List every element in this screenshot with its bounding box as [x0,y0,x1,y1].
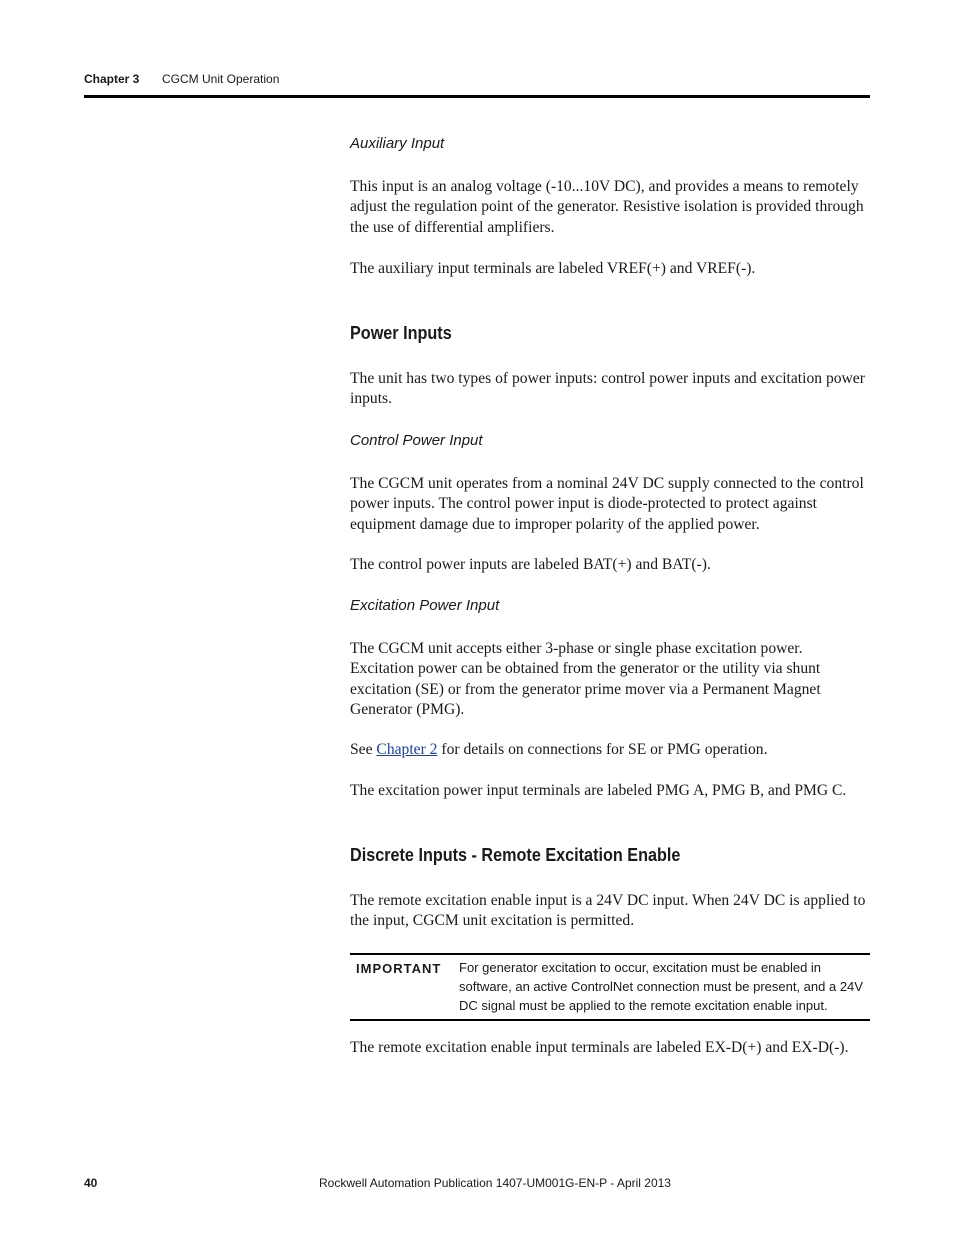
excitation-power-paragraph-1: The CGCM unit accepts either 3-phase or single phase excitation power. Excitation power can be obtained from the generator or the utility via shunt excitation (SE) or from the generator prime mover via a Permanent Magnet Generator (PMG). [350,640,821,719]
publication-footer: Rockwell Automation Publication 1407-UM001G-EN-P - April 2013 [319,1176,671,1190]
see-text: See [350,741,377,758]
auxiliary-input-paragraph-1: This input is an analog voltage (-10...10V DC), and provides a means to remotely adjust the regulation point of the generator. Resistive isolation is provided through the use of differential amplifiers. [350,178,864,236]
excitation-power-paragraph-2 [350,740,870,760]
auxiliary-input-paragraph-2: The auxiliary input terminals are labeled VREF(+) and VREF(-). [350,260,756,277]
important-note-text: For generator excitation to occur, excitation must be enabled in software, an active ControlNet connection must be present, and a 24V DC signal must be applied to the remote excitation enable input. [459,960,863,1013]
chapter-label: Chapter 3 [84,72,140,86]
chapter-title: CGCM Unit Operation [162,72,280,86]
header-rule [84,95,870,98]
control-power-paragraph-1: The CGCM unit operates from a nominal 24V DC supply connected to the control power inputs. The control power input is diode-protected to protect against equipment damage due to improper polarity of the applied power. [350,475,864,533]
important-label: IMPORTANT [356,961,442,976]
power-inputs-paragraph: The unit has two types of power inputs: control power inputs and excitation power inputs. [350,370,865,408]
discrete-inputs-paragraph-2: The remote excitation enable input terminals are labeled EX-D(+) and EX-D(-). [350,1039,849,1056]
power-inputs-heading: Power Inputs [350,323,452,343]
page-number: 40 [84,1176,98,1190]
running-header [84,72,280,86]
important-note-box [350,953,870,1021]
excitation-power-input-heading: Excitation Power Input [350,597,500,614]
excitation-power-paragraph-3: The excitation power input terminals are labeled PMG A, PMG B, and PMG C. [350,782,847,799]
chapter-2-link[interactable]: Chapter 2 [376,741,438,758]
discrete-inputs-heading: Discrete Inputs - Remote Excitation Enable [350,845,681,865]
details-text: for details on connections for SE or PMG operation. [437,741,768,758]
auxiliary-input-heading: Auxiliary Input [350,135,445,152]
control-power-paragraph-2: The control power inputs are labeled BAT(+) and BAT(-). [350,556,711,573]
control-power-input-heading: Control Power Input [350,432,483,449]
discrete-inputs-paragraph-1: The remote excitation enable input is a 24V DC input. When 24V DC is applied to the input, CGCM unit excitation is permitted. [350,892,866,930]
